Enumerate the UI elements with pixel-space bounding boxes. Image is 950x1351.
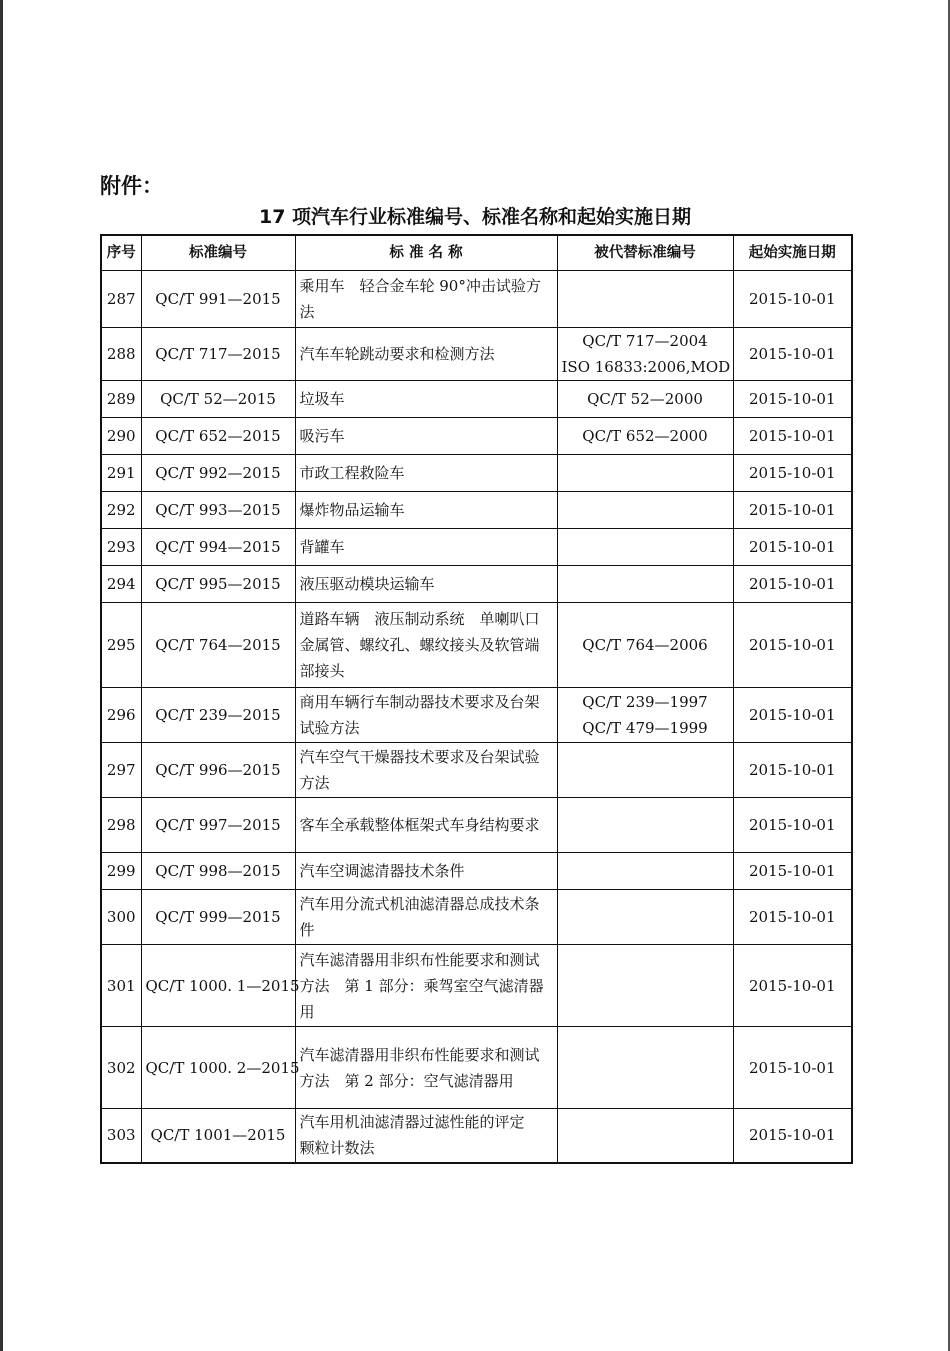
cell-seq: 289 [101, 381, 141, 418]
table-row [101, 798, 852, 853]
cell-seq: 299 [101, 853, 141, 890]
header-seq: 序号 [101, 235, 141, 271]
cell-code: QC/T 717—2015 [141, 328, 295, 381]
cell-date: 2015-10-01 [733, 455, 852, 492]
cell-seq: 293 [101, 529, 141, 566]
cell-code: QC/T 996—2015 [141, 743, 295, 798]
cell-code: QC/T 991—2015 [141, 271, 295, 328]
cell-code: QC/T 764—2015 [141, 603, 295, 688]
cell-date: 2015-10-01 [733, 328, 852, 381]
cell-seq: 287 [101, 271, 141, 328]
header-code: 标准编号 [141, 235, 295, 271]
cell-replaced [557, 890, 733, 945]
cell-name: 垃圾车 [295, 381, 557, 418]
cell-date: 2015-10-01 [733, 418, 852, 455]
cell-code: QC/T 1000. 1—2015 [141, 945, 295, 1027]
cell-replaced [557, 418, 733, 455]
cell-code: QC/T 652—2015 [141, 418, 295, 455]
table-row [101, 455, 852, 492]
cell-replaced [557, 945, 733, 1027]
header-replaced: 被代替标准编号 [557, 235, 733, 271]
table-row [101, 603, 852, 688]
cell-name: 道路车辆 液压制动系统 单喇叭口金属管、螺纹孔、螺纹接头及软管端部接头 [295, 603, 557, 688]
cell-date: 2015-10-01 [733, 945, 852, 1027]
cell-code: QC/T 992—2015 [141, 455, 295, 492]
cell-replaced [557, 566, 733, 603]
cell-date: 2015-10-01 [733, 688, 852, 743]
cell-code: QC/T 998—2015 [141, 853, 295, 890]
cell-date: 2015-10-01 [733, 798, 852, 853]
cell-date: 2015-10-01 [733, 853, 852, 890]
table-row [101, 381, 852, 418]
table-row [101, 743, 852, 798]
table-body [101, 271, 852, 1163]
cell-code: QC/T 239—2015 [141, 688, 295, 743]
attachment-label: 附件： [100, 174, 163, 198]
cell-name: 客车全承载整体框架式车身结构要求 [295, 798, 557, 853]
cell-replaced [557, 328, 733, 381]
cell-seq: 297 [101, 743, 141, 798]
cell-name: 背罐车 [295, 529, 557, 566]
cell-replaced [557, 455, 733, 492]
cell-code: QC/T 52—2015 [141, 381, 295, 418]
cell-code: QC/T 999—2015 [141, 890, 295, 945]
cell-code: QC/T 1000. 2—2015 [141, 1027, 295, 1109]
cell-name: 爆炸物品运输车 [295, 492, 557, 529]
cell-seq: 296 [101, 688, 141, 743]
cell-seq: 292 [101, 492, 141, 529]
table-row [101, 529, 852, 566]
cell-date: 2015-10-01 [733, 271, 852, 328]
table-row [101, 945, 852, 1027]
cell-date: 2015-10-01 [733, 1027, 852, 1109]
cell-name: 汽车车轮跳动要求和检测方法 [295, 328, 557, 381]
cell-code: QC/T 993—2015 [141, 492, 295, 529]
table-row [101, 890, 852, 945]
cell-replaced [557, 688, 733, 743]
cell-seq: 301 [101, 945, 141, 1027]
cell-seq: 300 [101, 890, 141, 945]
cell-name: 汽车空气干燥器技术要求及台架试验方法 [295, 743, 557, 798]
cell-name: 商用车辆行车制动器技术要求及台架试验方法 [295, 688, 557, 743]
cell-replaced [557, 798, 733, 853]
cell-date: 2015-10-01 [733, 890, 852, 945]
page-title: 17 项汽车行业标准编号、标准名称和起始实施日期 [258, 206, 692, 228]
cell-seq: 294 [101, 566, 141, 603]
replaced-code: QC/T 239—1997 [582, 693, 708, 711]
cell-name: 汽车滤清器用非织布性能要求和测试方法 第 1 部分：乘驾室空气滤清器用 [295, 945, 557, 1027]
cell-code: QC/T 995—2015 [141, 566, 295, 603]
cell-name: 乘用车 轻合金车轮 90°冲击试验方法 [295, 271, 557, 328]
replaced-code: ISO 16833:2006,MOD [561, 358, 731, 376]
cell-replaced [557, 743, 733, 798]
table-row [101, 1109, 852, 1163]
cell-replaced [557, 1027, 733, 1109]
cell-replaced [557, 381, 733, 418]
cell-replaced [557, 529, 733, 566]
cell-seq: 291 [101, 455, 141, 492]
table-row [101, 418, 852, 455]
cell-name: 汽车滤清器用非织布性能要求和测试方法 第 2 部分：空气滤清器用 [295, 1027, 557, 1109]
table-row [101, 566, 852, 603]
header-name: 标 准 名 称 [295, 235, 557, 271]
cell-replaced [557, 492, 733, 529]
replaced-code: QC/T 717—2004 [582, 332, 708, 350]
replaced-code: QC/T 652—2000 [582, 427, 708, 445]
cell-seq: 302 [101, 1027, 141, 1109]
cell-name: 液压驱动模块运输车 [295, 566, 557, 603]
cell-replaced [557, 1109, 733, 1163]
cell-code: QC/T 997—2015 [141, 798, 295, 853]
table-row [101, 492, 852, 529]
cell-seq: 298 [101, 798, 141, 853]
cell-replaced [557, 603, 733, 688]
table-row [101, 1027, 852, 1109]
cell-date: 2015-10-01 [733, 529, 852, 566]
cell-code: QC/T 1001—2015 [141, 1109, 295, 1163]
cell-seq: 290 [101, 418, 141, 455]
cell-date: 2015-10-01 [733, 1109, 852, 1163]
cell-date: 2015-10-01 [733, 566, 852, 603]
header-date: 起始实施日期 [733, 235, 852, 271]
cell-name: 汽车空调滤清器技术条件 [295, 853, 557, 890]
cell-date: 2015-10-01 [733, 492, 852, 529]
cell-date: 2015-10-01 [733, 603, 852, 688]
cell-name: 市政工程救险车 [295, 455, 557, 492]
cell-seq: 303 [101, 1109, 141, 1163]
cell-name: 吸污车 [295, 418, 557, 455]
cell-date: 2015-10-01 [733, 743, 852, 798]
cell-date: 2015-10-01 [733, 381, 852, 418]
table-row [101, 688, 852, 743]
cell-name: 汽车用分流式机油滤清器总成技术条件 [295, 890, 557, 945]
table-row [101, 328, 852, 381]
replaced-code: QC/T 764—2006 [582, 636, 708, 654]
scan-edge-left [0, 0, 3, 1351]
replaced-code: QC/T 479—1999 [582, 719, 708, 737]
cell-replaced [557, 853, 733, 890]
cell-code: QC/T 994—2015 [141, 529, 295, 566]
cell-name: 汽车用机油滤清器过滤性能的评定 颗粒计数法 [295, 1109, 557, 1163]
standards-table [100, 234, 853, 1164]
cell-replaced [557, 271, 733, 328]
cell-seq: 288 [101, 328, 141, 381]
table-row [101, 853, 852, 890]
cell-seq: 295 [101, 603, 141, 688]
table-row [101, 271, 852, 328]
replaced-code: QC/T 52—2000 [587, 390, 703, 408]
table-header-row [101, 235, 852, 271]
